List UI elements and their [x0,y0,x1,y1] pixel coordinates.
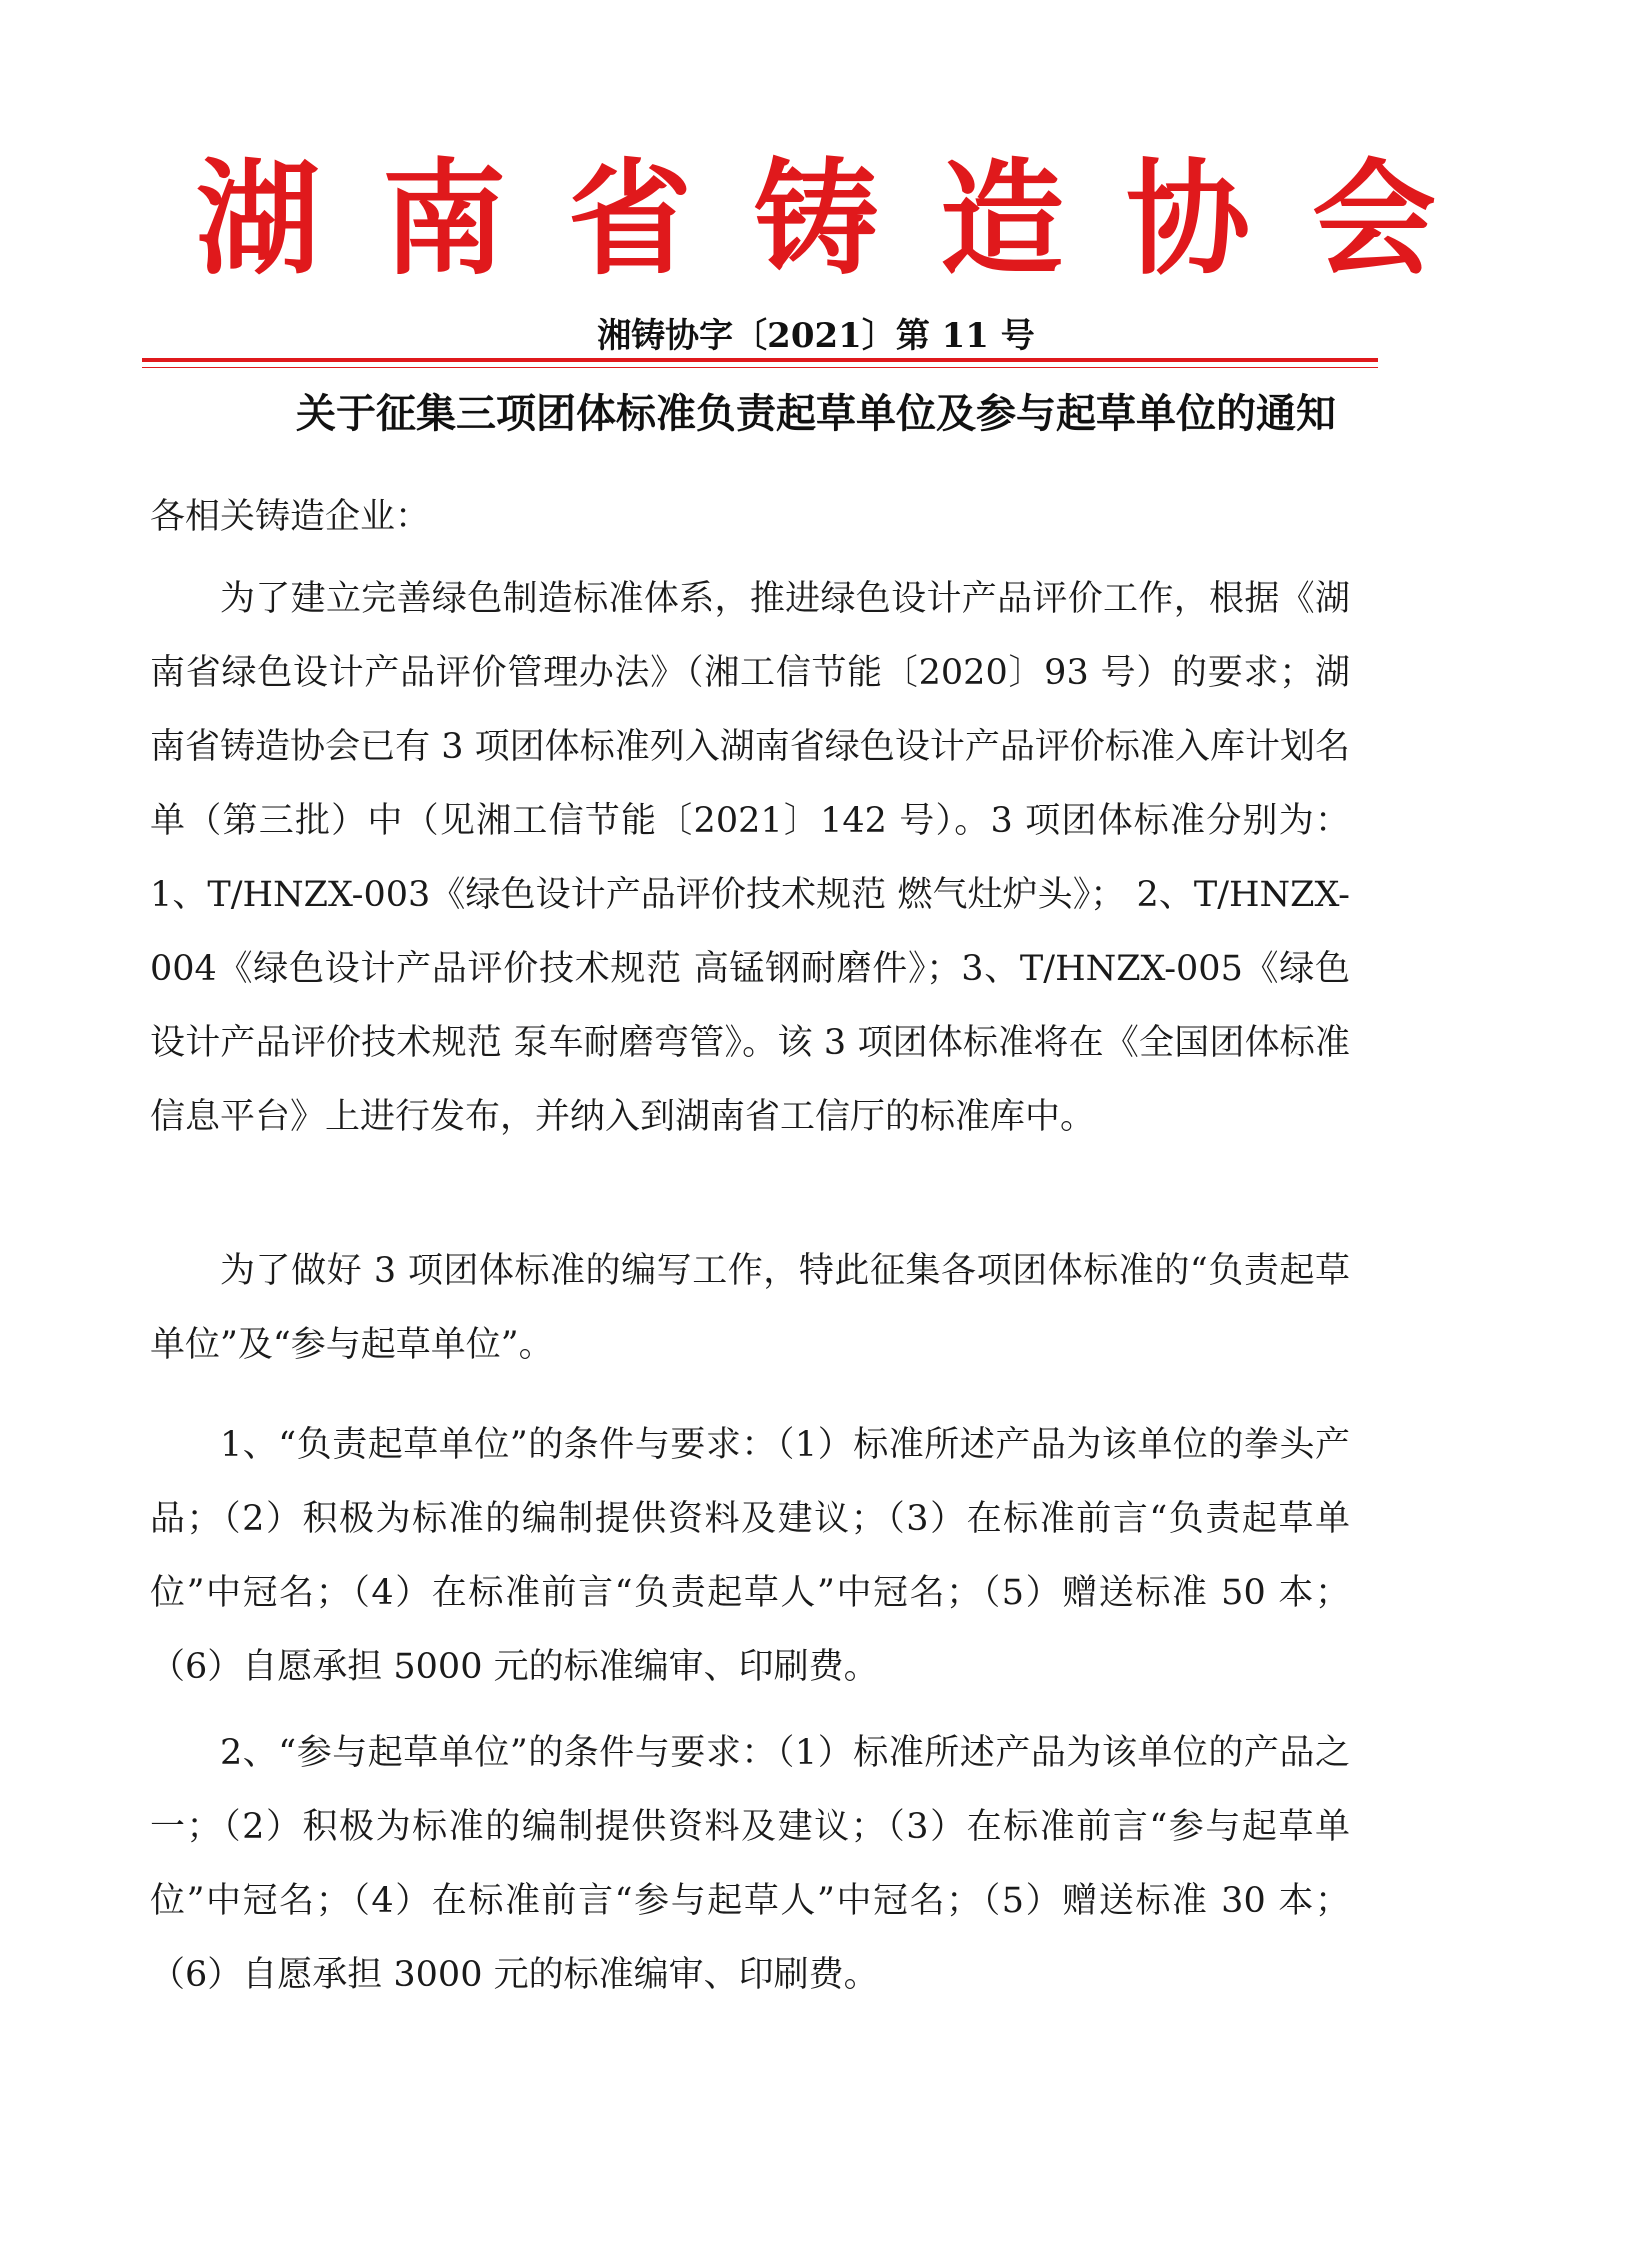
document-number: 湘铸协字〔2021〕第 11 号 [597,316,1035,356]
paragraph-background: 为了建立完善绿色制造标准体系，推进绿色设计产品评价工作，根据《湖南省绿色设计产品评价管理办法》（湘工信节能〔2020〕93 号）的要求；湖南省铸造协会已有 3 项团体标准列入湖南省绿色设计产品评价标准入库计划名单（第三批）中（见湘工信节能〔2021〕142 号）。3 项团体标准分别为：1、T/HNZX-003《绿色设计产品评价技术规范 燃气灶炉头》； 2、T/HNZX-004《绿色设计产品评价技术规范 高锰钢耐磨件》；3、T/HNZX-005《绿色设计产品评价技术规范 泵车耐磨弯管》。该 3 项团体标准将在《全国团体标准信息平台》上进行发布，并纳入到湖南省工信厅的标准库中。 [150,579,1350,1137]
paragraph-lead-drafter-requirements: 1、“负责起草单位”的条件与要求：（1）标准所述产品为该单位的拳头产品；（2）积极为标准的编制提供资料及建议；（3）在标准前言“负责起草单位”中冠名；（4）在标准前言“负责起草人”中冠名；（5）赠送标准 50 本；（6）自愿承担 5000 元的标准编审、印刷费。 [150,1425,1350,1687]
paragraph-participating-drafter-requirements: 2、“参与起草单位”的条件与要求：（1）标准所述产品为该单位的产品之一；（2）积极为标准的编制提供资料及建议；（3）在标准前言“参与起草单位”中冠名；（4）在标准前言“参与起草人”中冠名；（5）赠送标准 30 本；（6）自愿承担 3000 元的标准编审、印刷费。 [150,1733,1350,1995]
notice-title: 关于征集三项团体标准负责起草单位及参与起草单位的通知 [296,391,1336,437]
header-divider-thin [142,367,1378,368]
salutation: 各相关铸造企业： [150,497,431,537]
header-divider [142,358,1378,362]
paragraph-purpose: 为了做好 3 项团体标准的编写工作，特此征集各项团体标准的“负责起草单位”及“参与起草单位”。 [150,1251,1350,1365]
organization-title: 湖南省铸造协会 [195,148,1498,292]
